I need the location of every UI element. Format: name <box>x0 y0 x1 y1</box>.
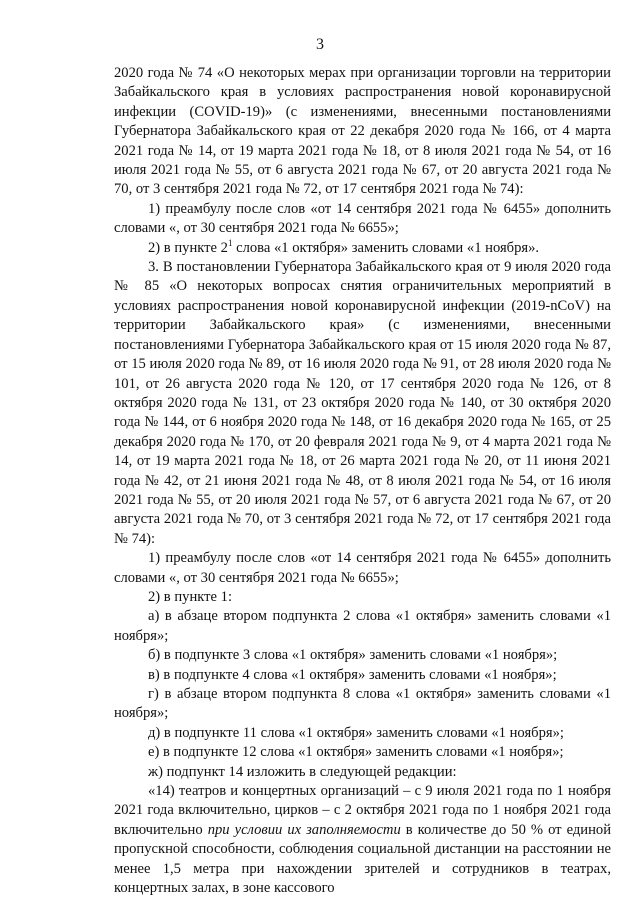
paragraph-item-1-preamble: 1) преамбулу после слов «от 14 сентября 2021 года № 6455» дополнить словами «, от 30 сентября 2021 года № 6655»; <box>114 200 611 237</box>
paragraph-continuation: 2020 года № 74 «О некоторых мерах при организации торговли на территории Забайкальского края в условиях распространения новой коронавирусной инфекции (COVID-19)» (с изменениями, внесенными постановлениями Губернатора Забайкальского края от 22 декабря 2020 года № 166, от 4 марта 2021 года № 14, от 19 марта 2021 года № 18, от 8 июля 2021 года № 54, от 16 июля 2021 года № 55, от 6 августа 2021 года № 67, от 20 августа 2021 года № 70, от 3 сентября 2021 года № 72, от 17 сентября 2021 года № 74): <box>114 65 611 198</box>
document-body <box>114 64 611 898</box>
page-number: 3 <box>316 36 324 53</box>
paragraph-text-before: 2) в пункте 2 <box>148 239 228 256</box>
paragraph-text-italic: при условии их заполняемости <box>207 821 401 838</box>
paragraph-item-2-point <box>114 239 611 258</box>
superscript-index: 1 <box>227 237 233 248</box>
paragraph-subitem-d: д) в подпункте 11 слова «1 октября» заменить словами «1 ноября»; <box>148 724 564 741</box>
paragraph-section-3: 3. В постановлении Губернатора Забайкальского края от 9 июля 2020 года № 85 «О некоторых вопросах снятия ограничительных мероприятий в условиях распространения новой коронавирусной инфекции (2019-nCoV) на территории Забайкальского края» (с изменениями, внесенными постановлениями Губернатора Забайкальского края от 15 июля 2020 года № 87, от 15 июля 2020 года № 89, от 16 июля 2020 года № 91, от 28 июля 2020 года № 101, от 26 августа 2020 года № 120, от 17 сентября 2020 года № 126, от 8 октября 2020 года № 131, от 23 октября 2020 года № 140, от 30 октября 2020 года № 144, от 6 ноября 2020 года № 148, от 16 декабря 2020 года № 165, от 25 декабря 2020 года № 170, от 20 февраля 2021 года № 9, от 4 марта 2021 года № 14, от 19 марта 2021 года № 18, от 26 марта 2021 года № 20, от 11 июня 2021 года № 42, от 21 июня 2021 года № 48, от 8 июля 2021 года № 54, от 16 июля 2021 года № 55, от 20 июля 2021 года № 57, от 6 августа 2021 года № 67, от 20 августа 2021 года № 70, от 3 сентября 2021 года № 72, от 17 сентября 2021 года № 74): <box>114 259 611 547</box>
paragraph-item-2-point-1: 2) в пункте 1: <box>148 588 233 605</box>
paragraph-subitem-b: б) в подпункте 3 слова «1 октября» заменить словами «1 ноября»; <box>148 647 558 664</box>
paragraph-subitem-e: е) в подпункте 12 слова «1 октября» заменить словами «1 ноября»; <box>148 744 564 761</box>
paragraph-text-start: «14) театров и концертных организаций – с 9 июля 2021 года по 1 ноября 2021 года включительно, цирков – с 2 октября 2021 года по 1 ноября 2021 года включительно <box>114 783 611 838</box>
paragraph-text-after: слова «1 октября» заменить словами «1 ноября». <box>232 239 540 256</box>
paragraph-subpoint-14 <box>114 782 611 898</box>
paragraph-text-end: в количестве до 50 % от единой пропускной способности, соблюдения социальной дистанции на расстоянии не менее 1,5 метра при нахождении зрителей и сотрудников в театрах, концертных залах, в зоне кассового <box>114 821 612 897</box>
paragraph-subitem-v: в) в подпункте 4 слова «1 октября» заменить словами «1 ноября»; <box>148 666 557 683</box>
paragraph-item-1-preamble: 1) преамбулу после слов «от 14 сентября 2021 года № 6455» дополнить словами «, от 30 сентября 2021 года № 6655»; <box>114 550 611 586</box>
paragraph-subitem-a: а) в абзаце втором подпункта 2 слова «1 октября» заменить словами «1 ноября»; <box>114 608 611 644</box>
paragraph-subitem-zh: ж) подпункт 14 изложить в следующей редакции: <box>148 763 457 780</box>
paragraph-subitem-g: г) в абзаце втором подпункта 8 слова «1 октября» заменить словами «1 ноября»; <box>114 686 611 722</box>
